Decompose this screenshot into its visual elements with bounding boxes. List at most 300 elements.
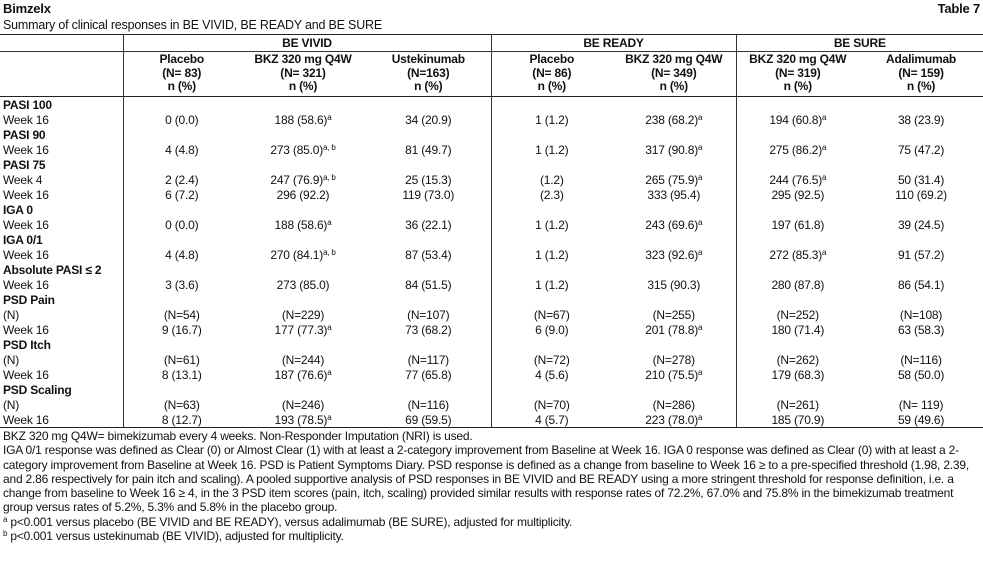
cell-value: 4 (5.7): [535, 412, 569, 427]
cell-value: (N=286): [652, 397, 695, 412]
row-label: Week 16: [3, 247, 49, 262]
footnote-marker: a: [698, 142, 703, 152]
table-cell: [736, 97, 859, 113]
table-cell: [240, 247, 366, 262]
cell-value: 8 (12.7): [161, 412, 202, 427]
footnote-marker: a: [698, 112, 703, 122]
table-cell: [736, 142, 859, 157]
table-cell: [491, 187, 612, 202]
table-cell: [736, 337, 859, 352]
cell-value: (N=108): [899, 307, 943, 322]
cell-value: 270 (84.1): [270, 247, 324, 262]
column-header-line: (N= 319): [775, 65, 821, 80]
table-cell: [736, 412, 859, 428]
table-cell: [366, 217, 491, 232]
cell-value: (N=116): [900, 352, 942, 367]
table-cell: [491, 367, 612, 382]
cell-value: (N=116): [407, 397, 449, 412]
row-label: Week 16: [3, 322, 49, 337]
cell-value: 1 (1.2): [535, 247, 569, 262]
table-cell: [123, 292, 240, 307]
column-header-line: (N= 349): [651, 65, 697, 80]
column-header-line: (N=163): [407, 65, 450, 80]
table-cell: [612, 172, 736, 187]
cell-value: 188 (58.6): [274, 217, 328, 232]
table-cell: [366, 172, 491, 187]
cell-value: (N=244): [281, 352, 325, 367]
table-cell: [123, 322, 240, 337]
cell-value: 59 (49.6): [897, 412, 945, 427]
column-header: [859, 52, 983, 97]
table-cell: [736, 247, 859, 262]
table-row: [0, 352, 983, 367]
column-header-line: Placebo: [159, 52, 205, 66]
table-cell: [123, 382, 240, 397]
cell-value: 38 (23.9): [897, 112, 945, 127]
table-cell: [859, 232, 983, 247]
table-cell: [123, 157, 240, 172]
cell-value: 1 (1.2): [535, 112, 569, 127]
table-cell: [859, 382, 983, 397]
table-cell: [123, 307, 240, 322]
table-cell: [123, 247, 240, 262]
table-cell: [366, 247, 491, 262]
footnote-marker: a: [822, 247, 827, 257]
section-row: [0, 97, 983, 113]
cell-value: 280 (87.8): [771, 277, 825, 292]
table-row: [0, 397, 983, 412]
cell-value: (N=278): [652, 352, 695, 367]
table-cell: [123, 202, 240, 217]
table-cell: [240, 262, 366, 277]
cell-value: 2 (2.4): [165, 172, 199, 187]
table-cell: [736, 292, 859, 307]
table-cell: [491, 382, 612, 397]
cell-value: 244 (76.5): [769, 172, 823, 187]
table-cell: [240, 412, 366, 428]
column-header-line: n (%): [783, 79, 812, 93]
table-cell: [240, 142, 366, 157]
table-cell: [491, 112, 612, 127]
row-label: Week 16: [3, 142, 49, 157]
row-label: PASI 90: [3, 127, 46, 142]
study-group-header-row: [0, 35, 983, 52]
table-row: [0, 187, 983, 202]
column-header-line: (N= 321): [280, 65, 326, 80]
cell-value: 81 (49.7): [405, 142, 452, 157]
table-cell: [612, 352, 736, 367]
table-cell: [123, 127, 240, 142]
table-cell: [612, 217, 736, 232]
product-name: Bimzelx: [3, 1, 51, 16]
table-cell: [491, 142, 612, 157]
cell-value: 295 (92.5): [771, 187, 825, 202]
table-cell: [736, 127, 859, 142]
table-cell: [366, 187, 491, 202]
cell-value: (N=107): [407, 307, 450, 322]
cell-value: (N= 119): [898, 397, 944, 412]
row-label: Week 16: [0, 412, 123, 428]
table-cell: [491, 97, 612, 113]
cell-value: 194 (60.8): [769, 112, 823, 127]
table-row: [0, 307, 983, 322]
cell-value: 39 (24.5): [897, 217, 945, 232]
table-cell: [859, 352, 983, 367]
cell-value: 333 (95.4): [647, 187, 701, 202]
table-cell: [366, 322, 491, 337]
table-cell: [859, 397, 983, 412]
cell-value: 177 (77.3): [274, 322, 328, 337]
table-cell: [240, 232, 366, 247]
cell-value: 50 (31.4): [897, 172, 945, 187]
table-cell: [240, 172, 366, 187]
table-cell: [240, 307, 366, 322]
column-header: [736, 52, 859, 97]
table-cell: [366, 232, 491, 247]
cell-value: 201 (78.8): [645, 322, 699, 337]
table-cell: [491, 337, 612, 352]
table-cell: [736, 202, 859, 217]
cell-value: 273 (85.0): [270, 142, 324, 157]
table-caption: Summary of clinical responses in BE VIVID, BE READY and BE SURE: [0, 18, 983, 35]
column-header: [123, 52, 240, 97]
definition-note: IGA 0/1 response was defined as Clear (0) or Almost Clear (1) with at least a 2-category improvement from Baseline at Week 16. IGA 0 response was defined as Clear (0) with at least a 2-category improvement from Baseline at Week 16. PSD is Patient Symptoms Diary. PSD response is defined as a change from baseline to Week 16 ≥ to a pre-specified threshold (1.98, 2.39, and 2.86 respectively for pain itch and scaling). A pooled supportive analysis of PSD responses in BE VIVID and BE READY using a more stringent threshold for response definition, i.e. a change from baseline to Week 16 ≥ 4, in the 3 PSD item scores (pain, itch, scaling) provided similar results with response rates of 72.2%, 67.0% and 75.8% in the bimekizumab treatment group versus rates of 5.2%, 5.3% and 5.8% in the placebo group.: [3, 443, 970, 515]
cell-value: 69 (59.5): [405, 412, 452, 427]
table-cell: [736, 172, 859, 187]
cell-value: 8 (13.1): [161, 367, 202, 382]
cell-value: 317 (90.8): [645, 142, 699, 157]
cell-value: 6 (7.2): [165, 187, 199, 202]
table-cell: [859, 277, 983, 292]
cell-value: 75 (47.2): [897, 142, 945, 157]
table-cell: [736, 367, 859, 382]
table-cell: [736, 397, 859, 412]
row-label: PSD Scaling: [3, 382, 72, 397]
column-header-line: (N= 159): [898, 65, 944, 80]
cell-value: 119 (73.0): [402, 187, 455, 202]
cell-value: 315 (90.3): [647, 277, 701, 292]
footnote-marker: a, b: [323, 247, 336, 257]
row-label: (N): [3, 397, 20, 412]
group-be-sure: BE SURE: [736, 35, 983, 52]
row-label: Week 16: [3, 112, 49, 127]
abbreviation-note: BKZ 320 mg Q4W= bimekizumab every 4 weeks. Non-Responder Imputation (NRI) is used.: [3, 429, 473, 443]
table-cell: [612, 157, 736, 172]
table-cell: [491, 352, 612, 367]
footnote-marker: a: [698, 247, 703, 257]
table-cell: [366, 337, 491, 352]
section-row: [0, 337, 983, 352]
table-cell: [366, 397, 491, 412]
table-cell: [859, 322, 983, 337]
cell-value: (N=261): [776, 397, 819, 412]
table-cell: [491, 292, 612, 307]
table-cell: [612, 127, 736, 142]
footnote-marker: a: [698, 367, 703, 377]
cell-value: 296 (92.2): [276, 187, 330, 202]
table-cell: [240, 127, 366, 142]
table-cell: [240, 397, 366, 412]
row-label: Week 16: [3, 187, 49, 202]
table-cell: [859, 367, 983, 382]
section-row: [0, 292, 983, 307]
table-cell: [612, 97, 736, 113]
column-header: [612, 52, 736, 97]
cell-value: 272 (85.3): [769, 247, 823, 262]
cell-value: 197 (61.8): [771, 217, 825, 232]
footnote-marker: a: [698, 322, 703, 332]
table-cell: [123, 97, 240, 113]
cell-value: 188 (58.6): [274, 112, 328, 127]
table-cell: [366, 307, 491, 322]
table-cell: [366, 352, 491, 367]
cell-value: 238 (68.2): [645, 112, 699, 127]
table-cell: [736, 157, 859, 172]
table-cell: [859, 247, 983, 262]
cell-value: (N=255): [652, 307, 695, 322]
cell-value: 323 (92.6): [645, 247, 699, 262]
table-cell: [240, 217, 366, 232]
table-cell: [859, 307, 983, 322]
table-cell: [240, 352, 366, 367]
cell-value: (N=262): [776, 352, 819, 367]
cell-value: (N=117): [407, 352, 449, 367]
section-row: [0, 262, 983, 277]
table-cell: [123, 412, 240, 428]
cell-value: 265 (75.9): [645, 172, 699, 187]
table-cell: [612, 232, 736, 247]
table-cell: [491, 232, 612, 247]
table-cell: [736, 232, 859, 247]
table-cell: [859, 142, 983, 157]
table-cell: [366, 277, 491, 292]
cell-value: 180 (71.4): [771, 322, 825, 337]
column-header-line: n (%): [167, 79, 196, 93]
group-be-vivid: BE VIVID: [123, 35, 491, 52]
table-cell: [859, 262, 983, 277]
row-label: IGA 0/1: [3, 232, 43, 247]
cell-value: 0 (0.0): [165, 112, 199, 127]
table-cell: [491, 412, 612, 428]
table-cell: [612, 142, 736, 157]
table-cell: [366, 367, 491, 382]
cell-value: 34 (20.9): [405, 112, 452, 127]
table-row: [0, 142, 983, 157]
cell-value: 91 (57.2): [897, 247, 945, 262]
table-cell: [491, 397, 612, 412]
table-cell: [491, 307, 612, 322]
table-cell: [123, 367, 240, 382]
section-row: [0, 382, 983, 397]
cell-value: 87 (53.4): [405, 247, 452, 262]
table-cell: [736, 352, 859, 367]
table-cell: [859, 217, 983, 232]
table-row: [0, 172, 983, 187]
cell-value: 4 (4.8): [165, 247, 199, 262]
table-cell: [240, 277, 366, 292]
table-cell: [240, 202, 366, 217]
table-cell: [612, 382, 736, 397]
cell-value: (N=63): [163, 397, 200, 412]
table-cell: [240, 337, 366, 352]
column-header-line: BKZ 320 mg Q4W: [625, 52, 723, 66]
cell-value: (N=61): [163, 352, 200, 367]
column-header-line: Ustekinumab: [391, 52, 465, 66]
table-cell: [123, 172, 240, 187]
table-cell: [123, 142, 240, 157]
column-header-line: n (%): [659, 79, 688, 93]
row-label: Absolute PASI ≤ 2: [3, 262, 102, 277]
column-header-line: BKZ 320 mg Q4W: [254, 52, 352, 66]
table-cell: [123, 277, 240, 292]
section-row: [0, 127, 983, 142]
column-header-row: [0, 52, 983, 97]
row-label: PSD Itch: [3, 337, 51, 352]
table-number: Table 7: [937, 1, 980, 16]
row-label: Week 4: [3, 172, 43, 187]
cell-value: 6 (9.0): [535, 322, 569, 337]
table-cell: [123, 397, 240, 412]
cell-value: 4 (5.6): [535, 367, 569, 382]
footnote-marker: a, b: [323, 172, 336, 182]
group-be-ready: BE READY: [491, 35, 736, 52]
table-cell: [859, 292, 983, 307]
table-cell: [366, 127, 491, 142]
table-cell: [491, 277, 612, 292]
table-cell: [123, 217, 240, 232]
table-row: [0, 367, 983, 382]
footnotes: [0, 428, 983, 543]
cell-value: (N=70): [533, 397, 570, 412]
table-cell: [240, 292, 366, 307]
table-cell: [736, 112, 859, 127]
row-label: (N): [3, 307, 20, 322]
cell-value: 9 (16.7): [161, 322, 202, 337]
cell-value: 4 (4.8): [165, 142, 199, 157]
footnote-marker: a: [327, 322, 332, 332]
column-header-line: Placebo: [529, 52, 575, 66]
table-cell: [240, 382, 366, 397]
table-row: [0, 247, 983, 262]
table-cell: [612, 277, 736, 292]
cell-value: 275 (86.2): [769, 142, 823, 157]
cell-value: 36 (22.1): [405, 217, 452, 232]
row-label: IGA 0: [3, 202, 33, 217]
table-cell: [240, 97, 366, 113]
footnote-marker: a, b: [323, 142, 336, 152]
column-header-line: n (%): [288, 79, 318, 93]
column-header-line: n (%): [906, 79, 936, 93]
table-cell: [859, 187, 983, 202]
table-cell: [612, 412, 736, 428]
table-row: [0, 277, 983, 292]
table-cell: [491, 247, 612, 262]
column-header-line: n (%): [537, 79, 566, 93]
table-cell: [612, 202, 736, 217]
table-cell: [736, 307, 859, 322]
cell-value: (N=229): [281, 307, 325, 322]
table-cell: [240, 112, 366, 127]
table-cell: [736, 217, 859, 232]
table-cell: [240, 367, 366, 382]
table-cell: [736, 262, 859, 277]
table-cell: [736, 187, 859, 202]
cell-value: (1.2): [539, 172, 564, 187]
cell-value: 210 (75.5): [645, 367, 699, 382]
cell-value: 193 (78.5): [274, 412, 328, 427]
row-label: Week 16: [3, 367, 49, 382]
table-cell: [123, 232, 240, 247]
section-row: [0, 232, 983, 247]
table-row: [0, 322, 983, 337]
table-cell: [240, 187, 366, 202]
table-cell: [612, 367, 736, 382]
cell-value: 3 (3.6): [165, 277, 199, 292]
table-cell: [859, 172, 983, 187]
table-cell: [240, 322, 366, 337]
cell-value: 1 (1.2): [535, 277, 569, 292]
table-cell: [123, 352, 240, 367]
table-cell: [736, 382, 859, 397]
cell-value: (N=54): [163, 307, 200, 322]
column-header-line: (N= 83): [162, 65, 202, 80]
table-cell: [491, 127, 612, 142]
table-cell: [491, 157, 612, 172]
row-label: PASI 75: [3, 157, 46, 172]
row-label: PSD Pain: [3, 292, 55, 307]
cell-value: 1 (1.2): [535, 142, 569, 157]
table-cell: [123, 262, 240, 277]
column-header: [491, 52, 612, 97]
header-bar: [0, 0, 983, 18]
column-header-line: (N= 86): [532, 65, 572, 80]
table-cell: [612, 337, 736, 352]
cell-value: 0 (0.0): [165, 217, 199, 232]
table-cell: [859, 157, 983, 172]
cell-value: 84 (51.5): [405, 277, 452, 292]
table-cell: [859, 412, 983, 428]
section-row: [0, 157, 983, 172]
table-body: [0, 97, 983, 428]
cell-value: 243 (69.6): [645, 217, 699, 232]
footnote-marker: a: [698, 172, 703, 182]
cell-value: 187 (76.6): [274, 367, 328, 382]
table-row: [0, 412, 983, 428]
clinical-responses-table: [0, 35, 983, 428]
table-cell: [123, 187, 240, 202]
column-header-line: n (%): [414, 79, 443, 93]
cell-value: 185 (70.9): [771, 412, 825, 427]
footnote-marker: a: [698, 412, 703, 422]
row-label: (N): [3, 352, 20, 367]
cell-value: (N=252): [776, 307, 819, 322]
table-cell: [612, 187, 736, 202]
cell-value: 110 (69.2): [895, 187, 947, 202]
table-cell: [859, 112, 983, 127]
row-label: Week 16: [3, 277, 49, 292]
table-cell: [491, 262, 612, 277]
footnote-marker: a: [822, 142, 827, 152]
table-cell: [612, 262, 736, 277]
cell-value: 77 (65.8): [405, 367, 452, 382]
footnote-marker: a: [327, 217, 332, 227]
cell-value: (N=72): [533, 352, 570, 367]
cell-value: 25 (15.3): [405, 172, 452, 187]
cell-value: 273 (85.0): [276, 277, 330, 292]
cell-value: (2.3): [539, 187, 564, 202]
row-label: PASI 100: [3, 97, 52, 112]
table-cell: [612, 322, 736, 337]
